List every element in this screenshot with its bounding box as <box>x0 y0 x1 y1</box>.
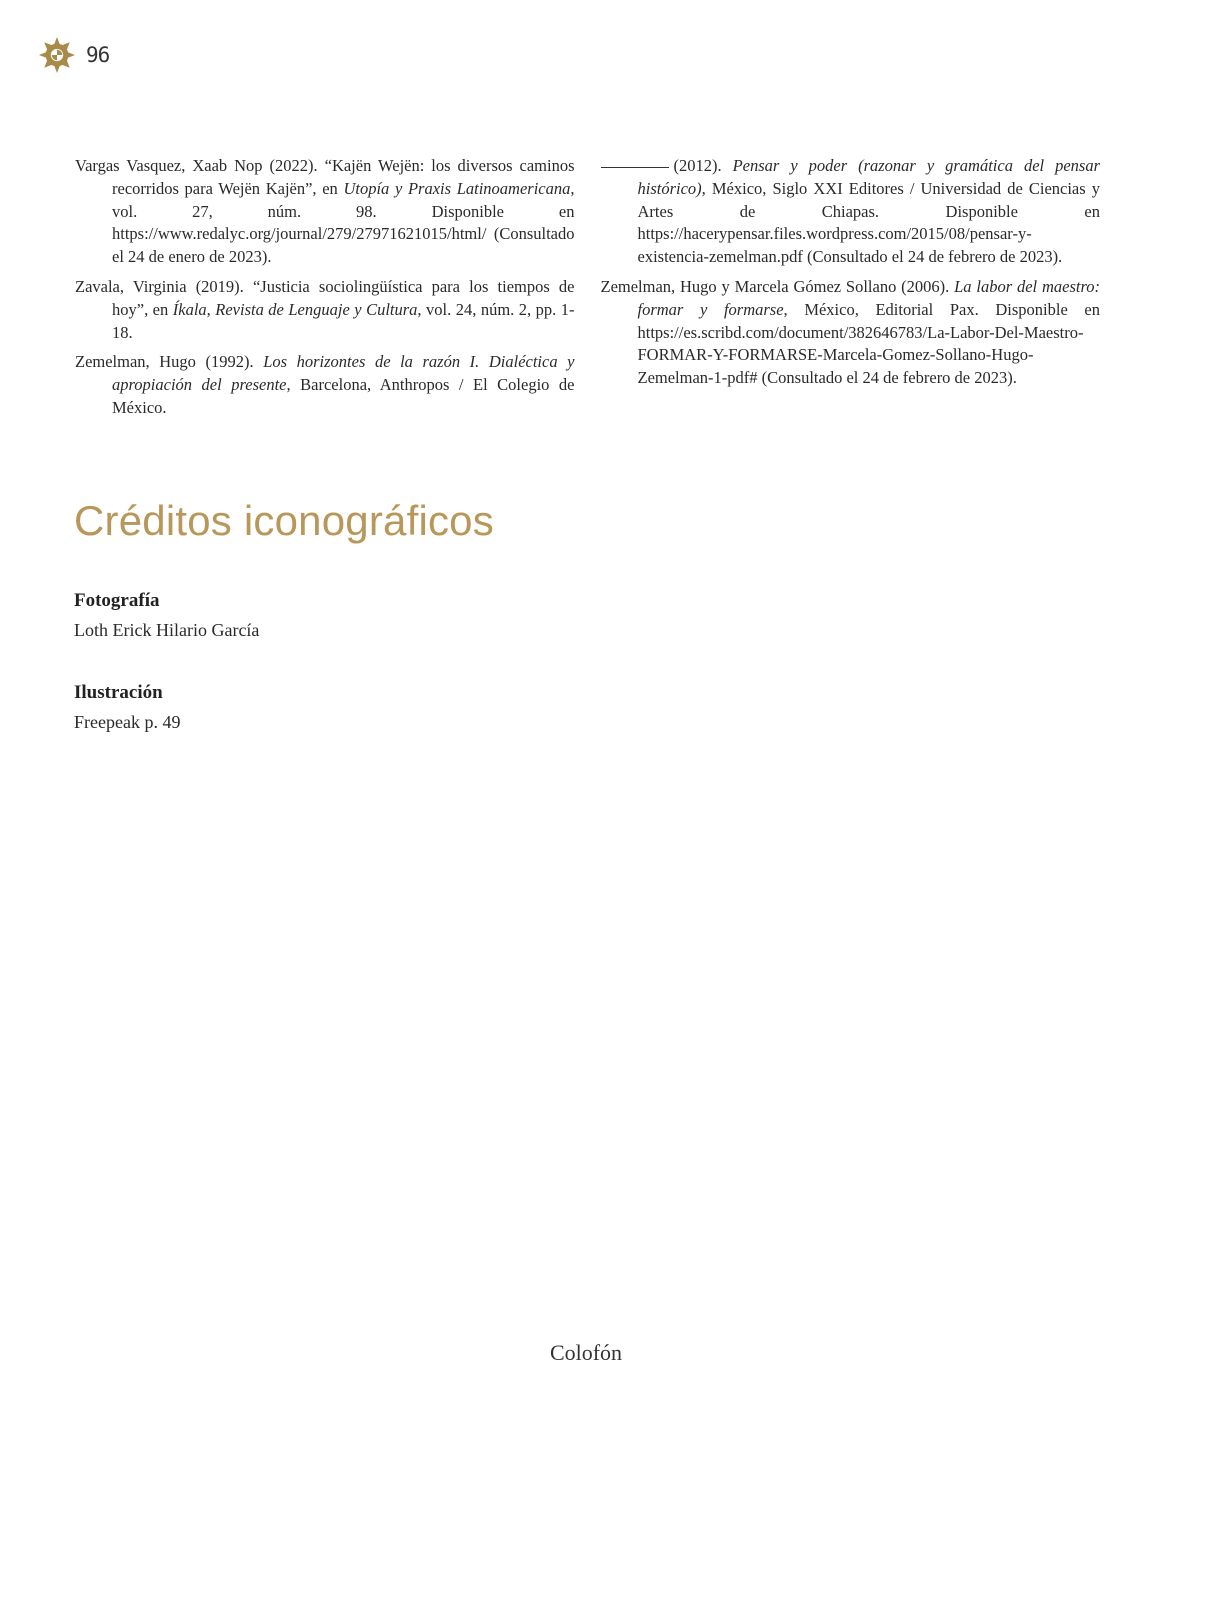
footer-section-label: Colofón <box>549 1340 623 1365</box>
photography-heading: Fotografía <box>74 590 160 611</box>
page-number: 96 <box>86 43 110 67</box>
illustration-heading: Ilustración <box>74 682 163 703</box>
reference-entry: Zemelman, Hugo (1992). Los horizontes de la razón I. Dialéctica y apropiación del presente, Barcelona, Anthropos / El Colegio de México. <box>75 352 575 417</box>
reference-entry: (2012). Pensar y poder (razonar y gramática del pensar histórico), México, Siglo XXI Editores / Universidad de Ciencias y Artes de Chiapas. Disponible en https://hacerypensar.files.wordpress.com/2015/08/pensar-y-existencia-zemelman.pdf (Consultado el 24 de febrero de 2023). <box>601 155 1101 269</box>
credits-title: Créditos iconográficos <box>74 497 494 544</box>
photography-value: Loth Erick Hilario García <box>74 620 260 640</box>
references-section <box>75 155 1100 427</box>
repeated-author-rule <box>601 167 669 168</box>
references-left-column <box>75 155 575 427</box>
illustration-value: Freepeak p. 49 <box>74 712 181 732</box>
reference-entry: Zavala, Virginia (2019). “Justicia sociolingüística para los tiempos de hoy”, en Íkala, Revista de Lenguaje y Cultura, vol. 24, núm. 2, pp. 1-18. <box>75 276 575 342</box>
page-header <box>38 36 109 74</box>
reference-entry: Vargas Vasquez, Xaab Nop (2022). “Kajën Wejën: los diversos caminos recorridos para Wejën Kajën”, en Utopía y Praxis Latinoamericana, vol. 27, núm. 98. Disponible en https://www.redalyc.org/journal/279/27971621015/html/ (Consultado el 24 de enero de 2023). <box>75 156 575 267</box>
references-right-column <box>601 155 1101 427</box>
reference-entry: Zemelman, Hugo y Marcela Gómez Sollano (2006). La labor del maestro: formar y formarse, México, Editorial Pax. Disponible en https://es.scribd.com/document/382646783/La-Labor-Del-Maestro-FORMAR-Y-FORMARSE-Marcela-Gomez-Sollano-Hugo-Zemelman-1-pdf# (Consultado el 24 de febrero de 2023). <box>600 276 1100 388</box>
illustration-credit <box>74 682 180 733</box>
decorative-sun-emblem-icon <box>38 36 76 74</box>
photography-credit <box>74 590 259 641</box>
